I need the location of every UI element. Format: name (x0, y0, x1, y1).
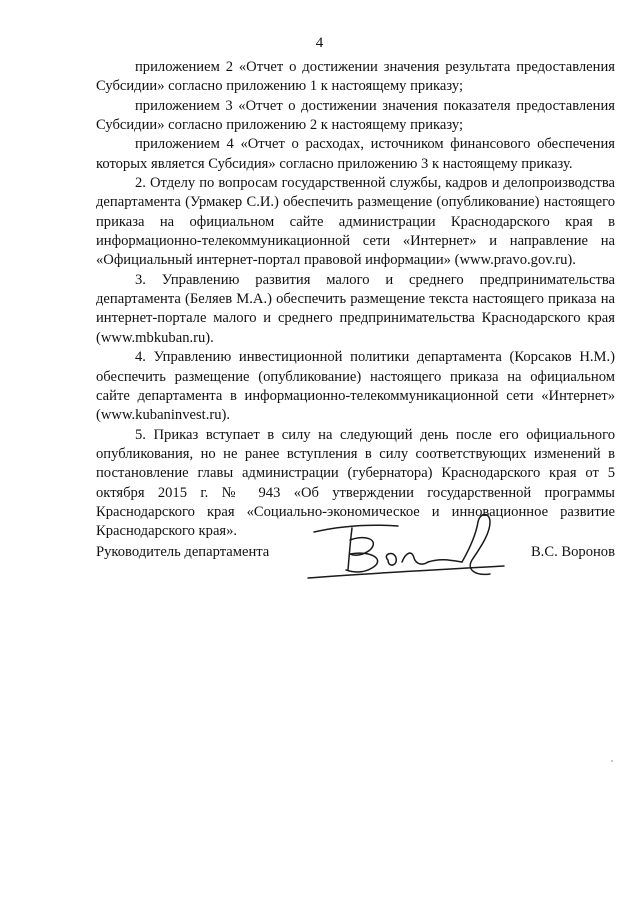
scan-speck (611, 760, 613, 762)
paragraph-appendix-4: приложением 4 «Отчет о расходах, источником финансового обеспечения которых является Субсидия» согласно приложению 3 к настоящему приказу. (96, 136, 615, 172)
paragraph-item-5: 5. Приказ вступает в силу на следующий день после его официального опубликования, но не ранее вступления в силу соответствующих изменений в постановление главы администрации (губернатора) Краснодарского края от 5 октября 2015 г. № 943 «Об утверждении государственной программы Краснодарского края «Социально-экономическое и инновационное развитие Краснодарского края». (96, 426, 615, 540)
signatory-position: Руководитель департамента (96, 544, 270, 560)
signature-block (96, 540, 615, 564)
page-number: 4 (315, 35, 324, 51)
paragraph-appendix-2: приложением 2 «Отчет о достижении значения результата предоставления Субсидии» согласно приложению 1 к настоящему приказу; (96, 59, 615, 95)
paragraph-item-3: 3. Управлению развития малого и среднего предпринимательства департамента (Беляев М.А.) обеспечить размещение текста настоящего приказа на интернет-портале малого и среднего предпринимательства Краснодарского края (www.mbkuban.ru). (96, 271, 615, 346)
paragraph-item-2: 2. Отделу по вопросам государственной службы, кадров и делопроизводства департамента (Урмакер С.И.) обеспечить размещение (опубликование) настоящего приказа на официальном сайте администрации Краснодарского края в информационно-телекоммуникационной сети «Интернет» и направление на «Официальный интернет-портал правовой информации» (www.pravo.gov.ru). (96, 175, 615, 269)
paragraph-appendix-3: приложением 3 «Отчет о достижении значения показателя предоставления Субсидии» согласно приложению 2 к настоящему приказу; (96, 97, 615, 134)
signatory-name: В.С. Воронов (530, 544, 615, 560)
document-body (96, 58, 615, 542)
paragraph-item-4: 4. Управлению инвестиционной политики департамента (Корсаков Н.М.) обеспечить размещение (опубликование) настоящего приказа на официальном сайте департамента в информационно-телекоммуникационной сети «Интернет» (www.kubaninvest.ru). (96, 349, 615, 424)
